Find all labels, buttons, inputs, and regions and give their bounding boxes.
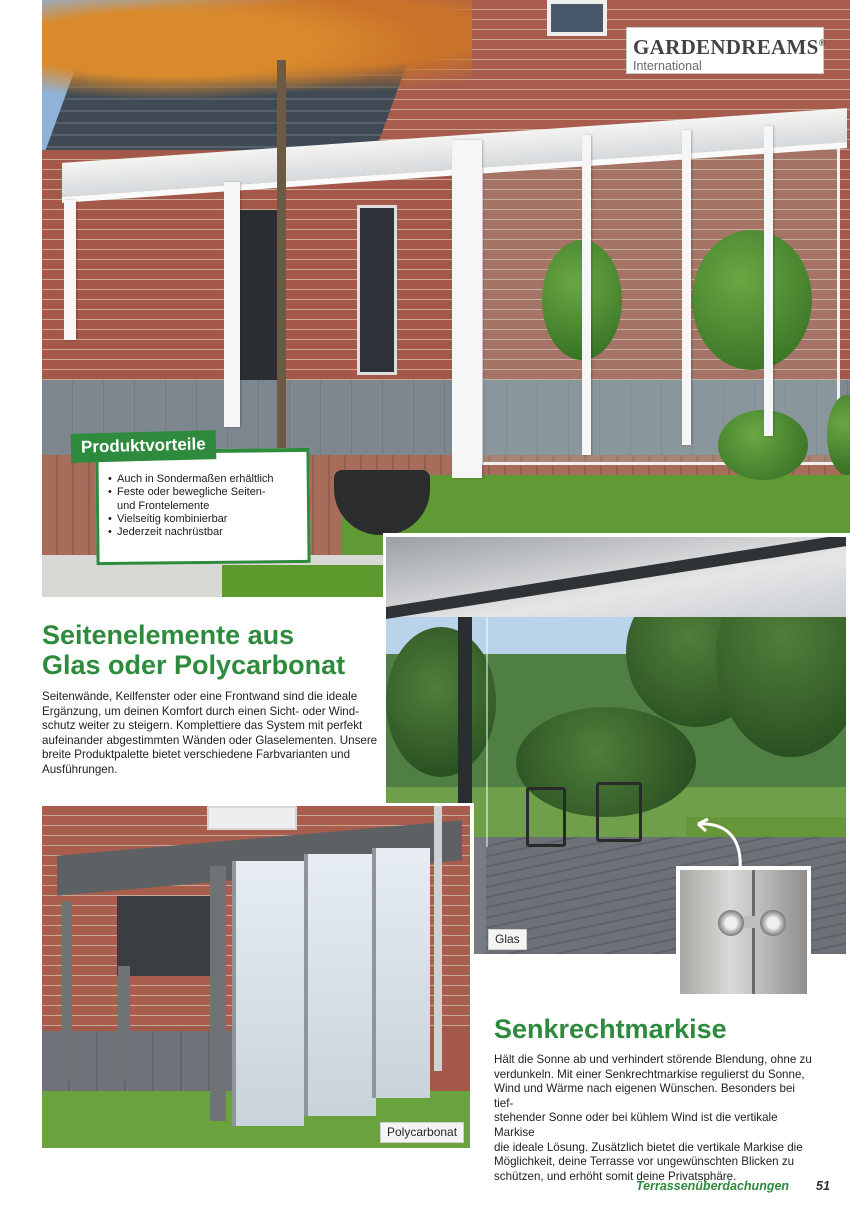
poly-panel — [304, 854, 376, 1116]
logo-name: GARDENDREAMS — [633, 35, 819, 59]
body-line: Ergänzung, um deinen Komfort durch einen Sicht- oder Wind- — [42, 704, 360, 718]
poly-vertical-blind — [117, 896, 212, 976]
poly-post — [210, 866, 226, 1121]
glas-chair — [596, 782, 642, 842]
body-line: Hält die Sonne ab und verhindert störende Blendung, ohne zu — [494, 1053, 812, 1066]
hero-terrace-door — [357, 205, 397, 375]
body-line: aufeinander abgestimmten Wänden oder Glaselementen. Unsere — [42, 733, 378, 747]
poly-window — [207, 806, 297, 830]
inset-glass-edge — [752, 870, 755, 994]
section-title-line: Seitenelemente aus — [42, 620, 295, 650]
logo-subtitle: International — [633, 59, 702, 73]
body-line: Wind und Wärme nach eigenen Wünschen. Besonders bei tief- — [494, 1082, 795, 1110]
body-line: schützen, und erhöht somit deine Privatsphäre. — [494, 1169, 737, 1183]
section-title-vertical-awning: Senkrechtmarkise — [494, 1014, 727, 1044]
section-title-line: Glas oder Polycarbonat — [42, 650, 346, 680]
hero-canopy-post — [64, 200, 76, 340]
inset-knob — [718, 910, 744, 936]
hero-canopy-post — [682, 130, 691, 445]
body-line: Ausführungen. — [42, 762, 118, 776]
hero-canopy-post — [764, 126, 773, 436]
photo-polycarbonate-walls — [42, 803, 474, 1148]
section-title-side-elements — [42, 620, 345, 680]
poly-post — [62, 901, 72, 1081]
hero-tree-trunk — [277, 60, 286, 500]
hero-tree-foliage — [42, 0, 472, 110]
footer-section-name: Terrassenüberdachungen — [636, 1179, 790, 1193]
body-line: breite Produktpalette bietet verschiedene Farbvarianten und — [42, 748, 351, 762]
body-line: schutz weiter zu steigern. Komplettiere das System mit perfekt — [42, 719, 363, 733]
hero-canopy-post — [224, 182, 240, 427]
body-line: stehender Sonne oder bei kühlem Wind ist die vertikale Markise — [494, 1111, 778, 1139]
glas-tree — [386, 627, 496, 777]
benefit-item: • Jederzeit nachrüstbar — [108, 526, 303, 539]
poly-downpipe — [434, 806, 442, 1071]
body-line: Seitenwände, Keilfenster oder eine Frontwand sind die ideale — [42, 690, 358, 703]
benefits-list — [108, 473, 303, 539]
body-line: die ideale Lösung. Zusätzlich bietet die vertikale Markise die — [494, 1140, 803, 1154]
poly-panel — [372, 848, 430, 1098]
hero-window — [547, 0, 607, 36]
body-line: verdunkeln. Mit einer Senkrechtmarkise regulierst du Sonne, — [494, 1067, 805, 1081]
glas-chair — [526, 787, 566, 847]
caption-glass: Glas — [488, 929, 527, 950]
section-body-vertical-awning — [494, 1053, 814, 1184]
benefit-item: • Feste oder bewegliche Seiten- — [108, 486, 303, 499]
benefit-item: • Auch in Sondermaßen erhältlich — [108, 473, 303, 486]
body-line: Möglichkeit, deine Terrasse vor ungewünschten Blicken zu — [494, 1155, 795, 1169]
section-body-side-elements — [42, 690, 380, 778]
benefit-item: • Vielseitig kombinierbar — [108, 513, 303, 526]
benefit-item-continuation: und Frontelemente — [117, 499, 210, 512]
inset-knob — [760, 910, 786, 936]
footer-page-number: 51 — [816, 1179, 830, 1193]
hero-potted-plant — [692, 230, 812, 370]
benefits-title: Produktvorteile — [71, 430, 216, 463]
poly-post — [118, 966, 130, 1081]
caption-polycarbonate: Polycarbonat — [380, 1122, 464, 1143]
hero-canopy-post — [582, 135, 591, 455]
logo-registered-mark: ® — [818, 38, 826, 48]
hero-canopy-post — [452, 140, 482, 478]
hero-shrub — [718, 410, 808, 480]
poly-panel — [232, 861, 304, 1126]
inset-glass-handle-detail — [676, 866, 811, 998]
brand-logo — [626, 27, 824, 74]
